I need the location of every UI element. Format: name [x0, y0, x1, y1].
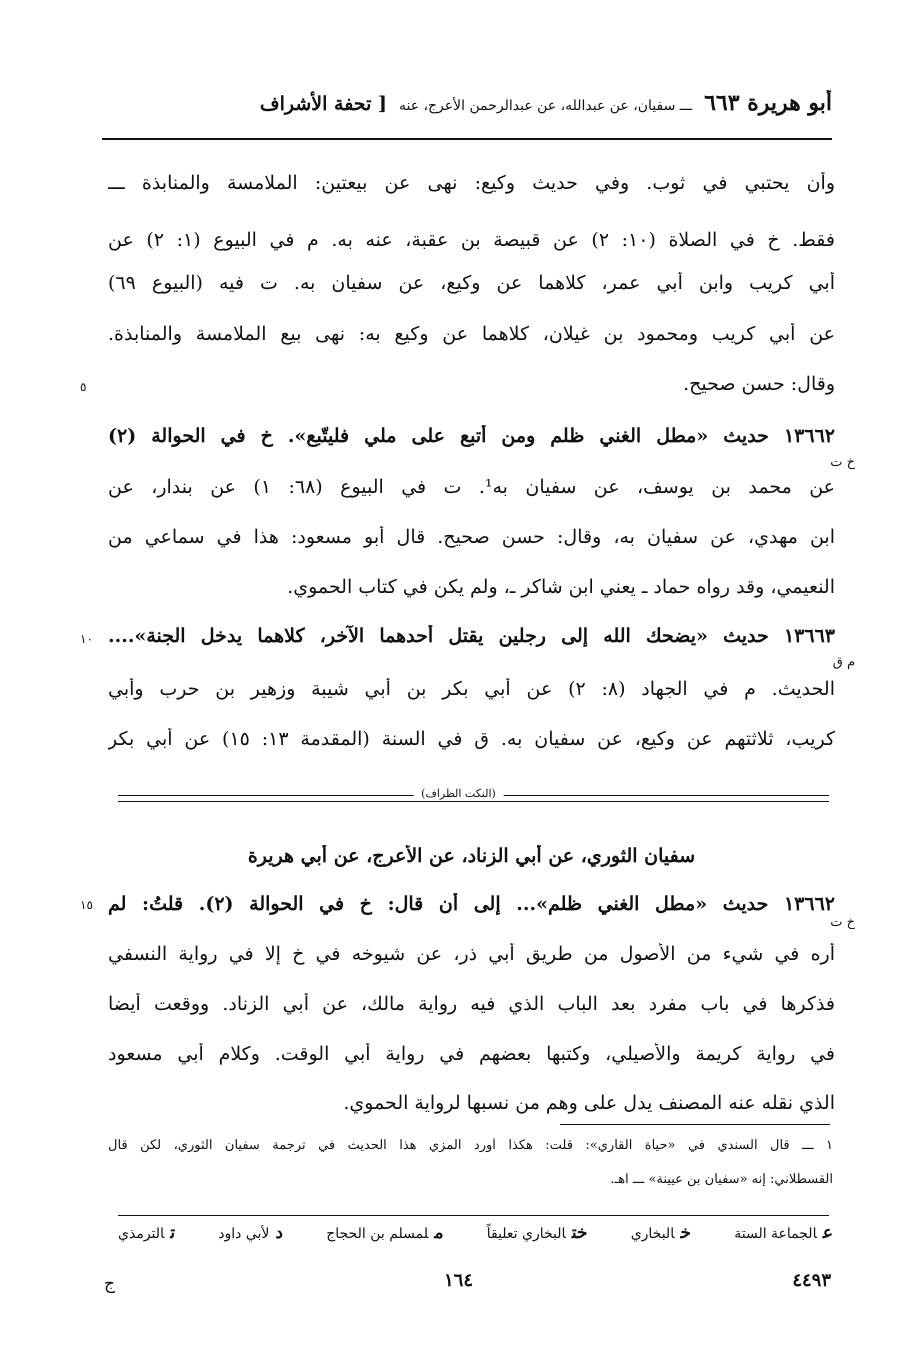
text-line: أره في شيء من الأصول من طريق أبي ذر، عن شيوخه في خ إلا في رواية النسفي [108, 943, 835, 965]
line-number-mark: ٥ [80, 380, 87, 394]
section-heading: سفيان الثوري، عن أبي الزناد، عن الأعرج، عن أبي هريرة [247, 845, 696, 867]
key-item: ختالبخاري تعليقاً [486, 1223, 588, 1243]
footnote-line: ١ ـــ قال السندي في «حياة القاري»: قلت: هكذا أورد المزي هذا الحديث في ترجمة سفيان الثوري، لكن قال [108, 1138, 833, 1153]
text-line: في رواية كريمة والأصيلي، وكتبها بعضهم في رواية أبي الوقت. وكلام أبي مسعود [108, 1043, 835, 1065]
text-line: النعيمي، وقد رواه حماد ـ يعني ابن شاكر ـ، ولم يكن في كتاب الحموي. [287, 576, 835, 598]
text-line: وأن يحتبي في ثوب. وفي حديث وكيع: نهى عن بيعتين: الملامسة والمنابذة ـــ [108, 172, 835, 194]
hadith-entry-13663: ١٣٦٦٣ حديث «يضحك الله إلى رجلين يقتل أحدهما الآخر، كلاهما يدخل الجنة».... [108, 625, 835, 647]
margin-sigil: م ق [832, 655, 855, 670]
key-item: تالترمذي [118, 1223, 176, 1243]
header-chain: ـــ سفيان، عن عبدالله، عن عبدالرحمن الأعرج، عنه [398, 98, 693, 114]
text-line: أبي كريب وابن أبي عمر، كلاهما عن وكيع، عن سفيان به. ت فيه (البيوع ٦٩) [108, 272, 835, 294]
header-book-title: [ تحفة الأشراف [259, 93, 387, 115]
text-line: كريب، ثلاثتهم عن وكيع، عن سفيان به. ق في السنة (المقدمة ١٣: ١٥) عن أبي بكر [108, 728, 835, 750]
nukat-entry-13662: ١٣٦٦٢ حديث «مطل الغني ظلم»... إلى أن قال: خ في الحوالة (٢). قلتُ: لم [108, 893, 835, 915]
section-divider-label: (النكت الظراف) [413, 787, 504, 800]
footnote-rule [560, 1124, 830, 1125]
margin-sigil: خ ت [830, 455, 855, 470]
line-number-mark: ١٥ [80, 898, 93, 912]
text-line: ابن مهدي، عن سفيان به، وقال: حسن صحيح. قال أبو مسعود: هذا في سماعي من [108, 526, 835, 548]
hadith-entry-13662: ١٣٦٦٢ حديث «مطل الغني ظلم ومن أتبع على ملي فليتّبع». خ في الحوالة (٢) [108, 425, 835, 447]
text-line: فقط. خ في الصلاة (١٠: ٢) عن قبيصة بن عقبة، عنه به. م في البيوع (١: ٢) عن [108, 229, 835, 251]
key-item: ملمسلم بن الحجاج [326, 1223, 444, 1243]
header-rule [102, 138, 832, 140]
page-number: ١٦٤ [443, 1270, 473, 1291]
abbreviation-key [118, 1223, 833, 1251]
footnote-line: القسطلاني: إنه «سفيان بن عيينة» ـــ اهـ. [610, 1172, 833, 1187]
key-item: دلأبي داود [218, 1223, 283, 1243]
text-line: عن أبي كريب ومحمود بن غيلان، كلاهما عن وكيع به: نهى بيع الملامسة والمنابذة. [108, 323, 835, 345]
text-line: الذي نقله عنه المصنف يدل على وهم من نسبها لرواية الحموي. [343, 1092, 835, 1114]
margin-sigil: خ ت [830, 915, 855, 930]
text-line: عن محمد بن يوسف، عن سفيان به¹. ت في البيوع (٦٨: ١) عن بندار، عن [108, 476, 835, 498]
text-line: الحديث. م في الجهاد (٨: ٢) عن أبي بكر بن أبي شيبة وزهير بن حرب وأبي [108, 678, 835, 700]
key-rule [118, 1215, 829, 1216]
footer-running-number: ٤٤٩٣ [792, 1270, 831, 1291]
text-line: وقال: حسن صحيح. [683, 373, 835, 395]
running-header [102, 90, 832, 126]
footer-signature-mark: ج [104, 1274, 115, 1294]
key-item: عالجماعة الستة [734, 1223, 833, 1243]
key-item: خالبخاري [630, 1223, 691, 1243]
line-number-mark: ١٠ [80, 632, 93, 646]
header-name: أبو هريرة ٦٦٣ [704, 90, 832, 116]
text-line: فذكرها في باب مفرد بعد الباب الذي فيه رواية مالك، عن أبي الزناد. ووقعت أيضا [108, 993, 835, 1015]
